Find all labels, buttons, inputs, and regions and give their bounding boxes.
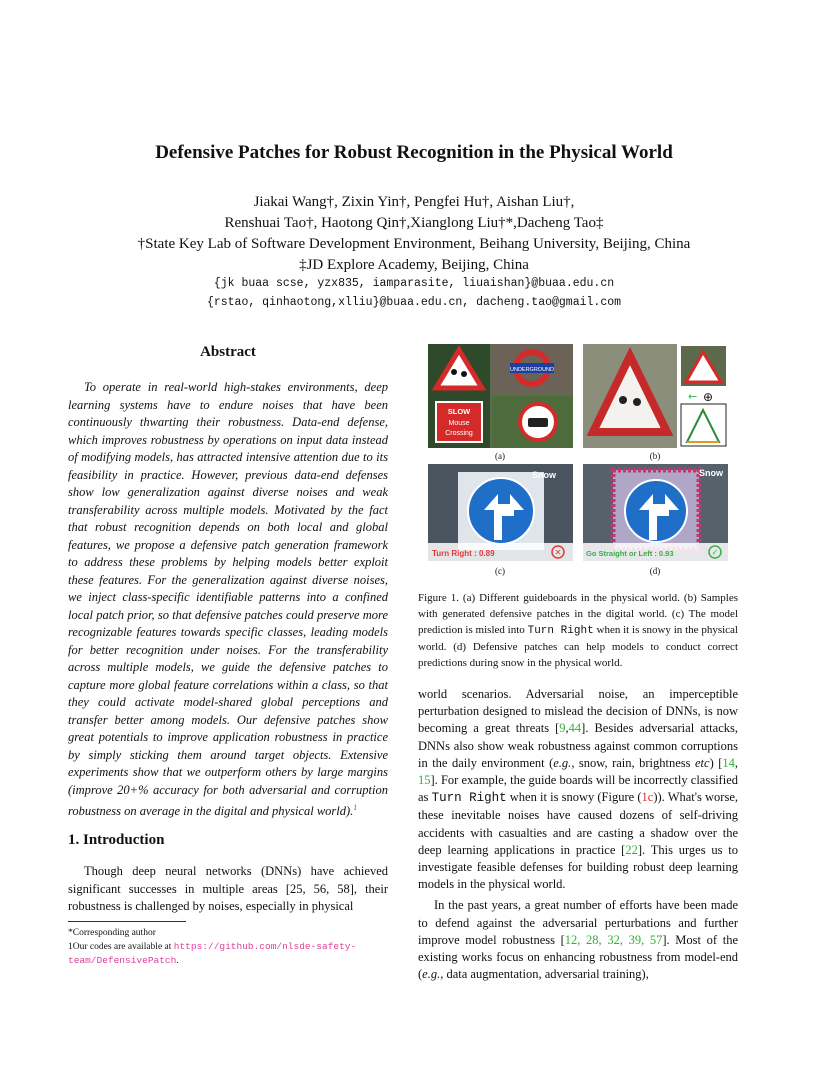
footnote-code-prefix: 1Our codes are available at [68,942,174,952]
abstract-text: To operate in real-world high-stakes environments, deep learning systems have to endure noises that have been continuously thwarting their robustness. Data-end defense, which improves robustness by operations on input data instead of modifying models, has attracted intensive attention due to its feasibility in practice. However, previous data-end defenses show low generalization against diverse noises and weak transferability across multiple models. Motivated by the fact that robust recognition depends on both local and global features, we propose a defensive patch generation framework to address these problems by helping models better exploit these features. For the generalization against diverse noises, we inject class-specific identifiable patterns into a confined local patch prior, so that defensive patches could preserve more recognizable features towards specific classes, leading models for better recognition under noises. For the transferability across multiple models, we guide the defensive patches to capture more global feature correlations within a class, so that they could activate model-shared global perceptions and transfer better among models. Our defensive patches show great potentials to improve application robustness in practice by simply sticking them around target objects. Extensive experiments show that we outperform others by large margins (improve 20+% accuracy for both adversarial and corruption robustness on average in the digital and physical world). [68,380,388,819]
citation[interactable]: 12, 28, 32, 39, 57 [564,932,663,947]
figure-label-c: (c) [495,566,505,576]
arrow-left-icon: ← [688,390,698,403]
footnote-code-link[interactable]: https://github.com/nlsde-safety-team/DefensivePatch [68,941,357,966]
plus-circle-icon: ⊕ [703,390,714,404]
check-icon: ✓ [711,548,719,557]
intro-paragraph: Though deep neural networks (DNNs) have achieved significant successes in multiple areas [25, 56, 58], their robustness is challenged by noises, especially in physical [68,864,388,913]
figure-panel-a [428,344,573,448]
abstract-body [68,379,388,821]
abstract-footnote-mark[interactable]: 1 [353,803,358,812]
citation[interactable]: 15 [418,773,431,788]
paper-title: Defensive Patches for Robust Recognition in the Physical World [155,142,673,163]
cross-icon: ✕ [554,548,562,557]
author-block [0,192,828,276]
prediction-text-c: Turn Right : 0.89 [432,549,495,558]
weather-label-c: Snow [532,470,556,480]
figure-label-d: (d) [649,566,661,576]
footnote-corresponding: *Corresponding author [68,928,156,938]
email-line-2: {rstao, qinhaotong,xlliu}@buaa.edu.cn, dacheng.tao@gmail.com [206,296,622,309]
affiliation-1: †State Key Lab of Software Development Environment, Beihang University, Beijing, China [137,236,691,252]
figure-1 [428,344,728,582]
sign-text-mouse: Mouse [448,420,470,427]
footnotes [68,927,388,968]
figure-panel-d [583,464,728,561]
panel-b-image [583,344,728,448]
email-block [0,274,828,312]
prediction-text-d: Go Straight or Left : 0.93 [586,549,674,558]
affiliation-2: ‡JD Explore Academy, Beijing, China [299,257,529,273]
sign-text-crossing: Crossing [445,430,473,437]
authors-line-2: Renshuai Tao†, Haotong Qin†,Xianglong Liu†*,Dacheng Tao‡ [224,215,604,231]
underground-text: UNDERGROUND [510,367,554,373]
child-figure-icon-2 [461,371,467,377]
panel-a-image [428,344,573,448]
panel-c-image [428,464,573,561]
citation[interactable]: 14 [722,755,735,770]
introduction-left-text [68,863,388,916]
footnote-code: 1Our codes are available at https://github.com/nlsde-safety-team/DefensivePatch. [68,941,357,966]
caption-text-2: when it is snowy in the physical world. (d) Defensive patches can help models to conduct correct predictions during snow in the physical world. [418,624,738,669]
figure-panel-b [583,344,728,448]
sign-text-slow: SLOW [447,407,471,416]
figure-label-a: (a) [495,451,505,461]
panel-d-image [583,464,728,561]
caption-text-1: Figure 1. (a) Different guideboards in the physical world. (b) Samples with generated defensive patches in the digital world. (c) The model prediction is misled into [418,592,738,636]
weather-label-d: Snow [699,468,723,478]
child-figure-icon [451,369,457,375]
caption-mono-label: Turn Right [527,625,594,637]
footnote-divider [68,921,186,922]
citation[interactable]: 22 [625,842,638,857]
section-heading-introduction: 1. Introduction [68,832,165,848]
figure-1-caption [418,590,738,671]
abstract-heading: Abstract [200,344,256,360]
intro-paragraph-1: world scenarios. Adversarial noise, an imperceptible perturbation designed to mislead the decision of DNNs, is now becoming a great threats [9,44]. Besides adversarial attacks, DNNs also show weak robustness against common corruptions in the daily environment (e.g., snow, rain, brightness etc) [14, 15]. For example, the guide boards will be incorrectly classified as Turn Right when it is snowy (Figure (1c)). What's worse, these inevitable noises have caused dozens of self-driving accidents with casualties and are casting a shadow over the deep learning applications in practice [22]. This urges us to investigate feasible defenses for building robust deep learning models in the physical world. [418,687,739,892]
introduction-right-text [418,686,738,983]
child-figure-icon-4 [633,398,641,406]
car-symbol-icon [528,418,548,427]
figure-label-b: (b) [649,451,661,461]
figure-reference[interactable]: 1c [641,790,654,805]
authors-line-1: Jiakai Wang†, Zixin Yin†, Pengfei Hu†, Aishan Liu†, [253,194,575,210]
intro-paragraph-2: In the past years, a great number of efforts have been made to defend against the adversarial perturbations and further improve model robustness [12, 28, 32, 39, 57]. Most of the existing works focus on enhancing robustness from model-end (e.g., data augmentation, adversarial training), [418,898,738,982]
inline-mono-label: Turn Right [431,791,507,806]
figure-panel-c [428,464,573,561]
citation[interactable]: 44 [568,721,582,736]
child-figure-icon-3 [619,396,627,404]
citation[interactable]: 9 [559,721,566,736]
email-line-1: {jk buaa scse, yzx835, iamparasite, liuaishan}@buaa.edu.cn [213,277,615,290]
